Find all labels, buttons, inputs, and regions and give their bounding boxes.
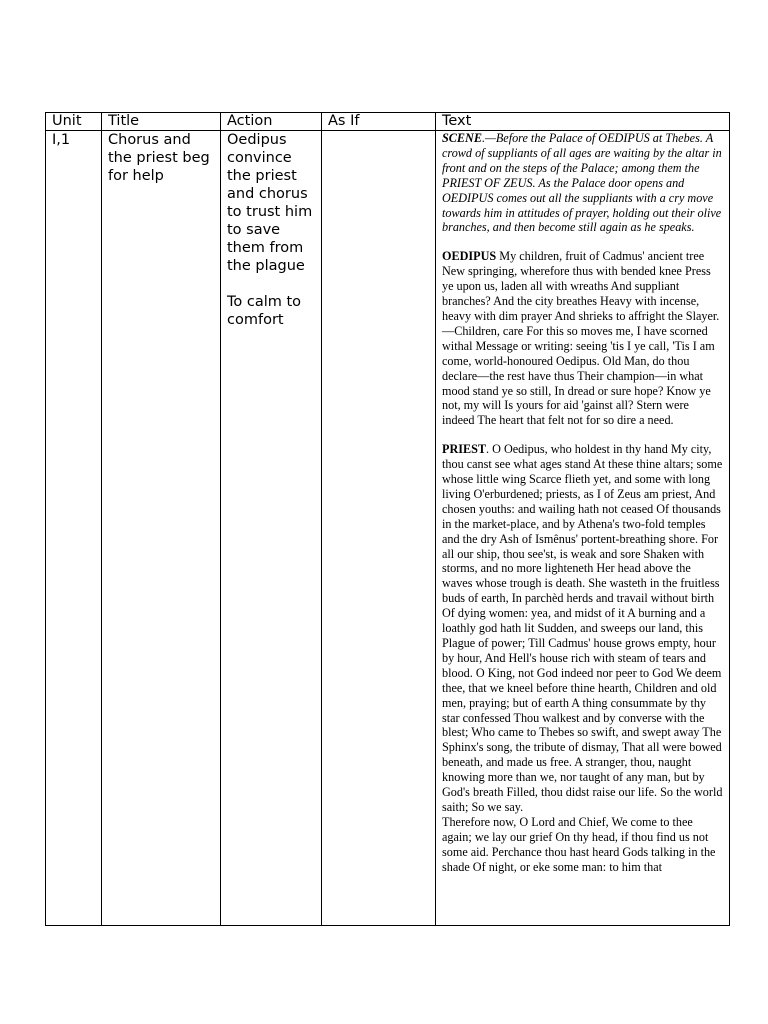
action-line: Oedipus convince the priest and chorus to trust him to save them from the plague <box>227 132 313 274</box>
priest-speech <box>442 442 723 815</box>
cell-action <box>221 131 322 926</box>
oedipus-speech <box>442 249 723 428</box>
header-action: Action <box>221 113 322 131</box>
table-header-row <box>46 113 730 131</box>
oedipus-lines: My children, fruit of Cadmus' ancient tree New springing, wherefore thus with bended knee Press ye upon us, laden all with wreaths And suppliant branches? And the city breathes Heavy with incense, heavy with dim prayer And shrieks to affright the Slayer.—Children, care For this so moves me, I have scorned withal Message or writing: seeing 'tis I ye call, 'Tis I am come, world-honoured Oedipus. Old Man, do thou declare—the rest have thus Their champion—in what mood stand ye so still, In dread or sure hope? Know ye not, my will Is yours for aid 'gainst all? Stern were indeed The heart that felt not for so dire a need. <box>442 249 720 428</box>
table-row <box>46 131 730 926</box>
header-as-if: As If <box>322 113 436 131</box>
cell-text <box>436 131 730 926</box>
scene-label: SCENE <box>442 131 482 145</box>
header-unit: Unit <box>46 113 102 131</box>
cell-unit: I,1 <box>46 131 102 926</box>
priest-lines: . O Oedipus, who holdest in thy hand My city, thou canst see what ages stand At these thine altars; some whose little wing Scarce flieth yet, and some with long living O'erburdened; priests, as I of Zeus am priest, And chosen youths: and wailing hath not ceased Of thousands in the market-place, and by Athena's two-fold temples and the dry Ash of Ismênus' portent-breathing shore. For all our ship, thou see'st, is weak and sore Shaken with storms, and no more lighteneth Her head above the waves whose trough is death. She wasteth in the fruitless buds of earth, In parchèd herds and travail without birth Of dying women: yea, and midst of it A burning and a loathly god hath lit Sudden, and sweeps our land, this Plague of power; Till Cadmus' house grows empty, hour by hour, And Hell's house rich with steam of tears and blood. O King, not God indeed nor peer to God We deem thee, that we kneel before thine hearth, Children and old men, praying; but of earth A thing consummate by thy star confessed Thou walkest and by converse with the blest; Who came to Thebes so swift, and swept away The Sphinx's song, the tribute of dismay, That all were bowed beneath, and made us free. A stranger, thou, naught knowing more than we, nor taught of any man, but by God's breath Filled, thou didst raise our life. So the world saith; So we say. <box>442 442 723 814</box>
speaker-oedipus: OEDIPUS <box>442 249 497 264</box>
action-line: To calm to comfort <box>227 294 302 328</box>
action-spacer <box>227 275 315 293</box>
cell-as-if <box>322 131 436 926</box>
priest-speech-continued: Therefore now, O Lord and Chief, We come to thee again; we lay our grief On thy head, if thou find us not some aid. Perchance thou hast heard Gods talking in the shade Of night, or eke some man: to him that <box>442 814 716 874</box>
header-title: Title <box>102 113 221 131</box>
speaker-priest: PRIEST <box>442 442 487 457</box>
script-analysis-table <box>45 112 730 926</box>
scene-description: .—Before the Palace of OEDIPUS at Thebes. A crowd of suppliants of all ages are waiting by the altar in front and on the steps of the Palace; among them the PRIEST OF ZEUS. As the Palace door opens and OEDIPUS comes out all the suppliants with a cry move towards him in attitudes of prayer, holding out their olive branches, and then become still again as he speaks. <box>442 131 722 235</box>
header-text: Text <box>436 113 730 131</box>
cell-title: Chorus and the priest beg for help <box>102 131 221 926</box>
scene-direction <box>442 131 723 235</box>
